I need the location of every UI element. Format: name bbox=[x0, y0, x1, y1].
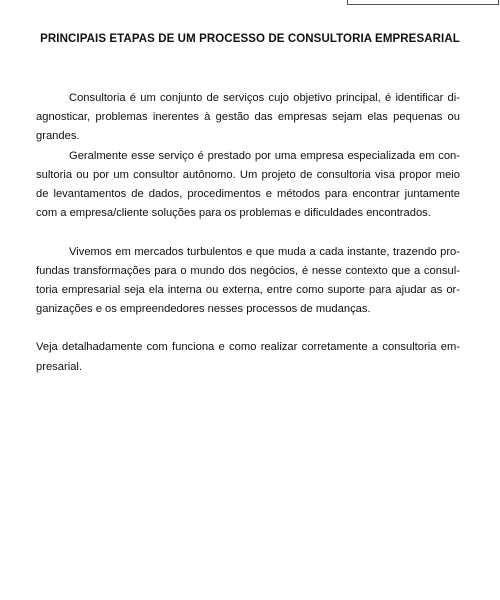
paragraph-2-line-3: de levantamentos de dados, procedimentos e métodos para encontrar juntamente bbox=[36, 187, 460, 200]
paragraph-1-line-2: agnosticar, problemas inerentes à gestão das empresas sejam elas pequenas ou bbox=[36, 111, 460, 124]
paragraph-2-line-4: com a empresa/cliente soluções para os problemas e dificuldades encontrados. bbox=[36, 207, 431, 220]
paragraph-1-line-1: Consultoria é um conjunto de serviços cujo objetivo principal, é identificar di- bbox=[69, 92, 460, 104]
paragraph-1-line-3: grandes. bbox=[36, 130, 80, 143]
paragraph-3-line-1: Vivemos em mercados turbulentos e que muda a cada instante, trazendo pro- bbox=[69, 245, 460, 258]
paragraph-3-line-3: toria empresarial seja ela interna ou externa, entre como suporte para ajudar as or- bbox=[36, 283, 460, 296]
paragraph-3-line-4: ganizações e os empreendedores nesses processos de mudanças. bbox=[36, 303, 371, 316]
document-body bbox=[36, 89, 460, 377]
document-title: PRINCIPAIS ETAPAS DE UM PROCESSO DE CONSULTORIA EMPRESARIAL bbox=[40, 33, 460, 45]
paragraph-4-line-1: Veja detalhadamente com funciona e como realizar corretamente a consultoria em- bbox=[36, 341, 460, 354]
paragraph-2-line-1: Geralmente esse serviço é prestado por uma empresa especializada em con- bbox=[69, 149, 460, 162]
paragraph-2-line-2: sultoria ou por um consultor autônomo. Um projeto de consultoria visa propor meio bbox=[36, 168, 460, 181]
paragraph-spacer bbox=[36, 223, 460, 242]
header-box bbox=[347, 0, 499, 5]
paragraph-3-line-2: fundas transformações para o mundo dos negócios, é nesse contexto que a consul- bbox=[36, 264, 460, 277]
paragraph-spacer bbox=[36, 319, 460, 338]
paragraph-4-line-2: presarial. bbox=[36, 360, 83, 373]
